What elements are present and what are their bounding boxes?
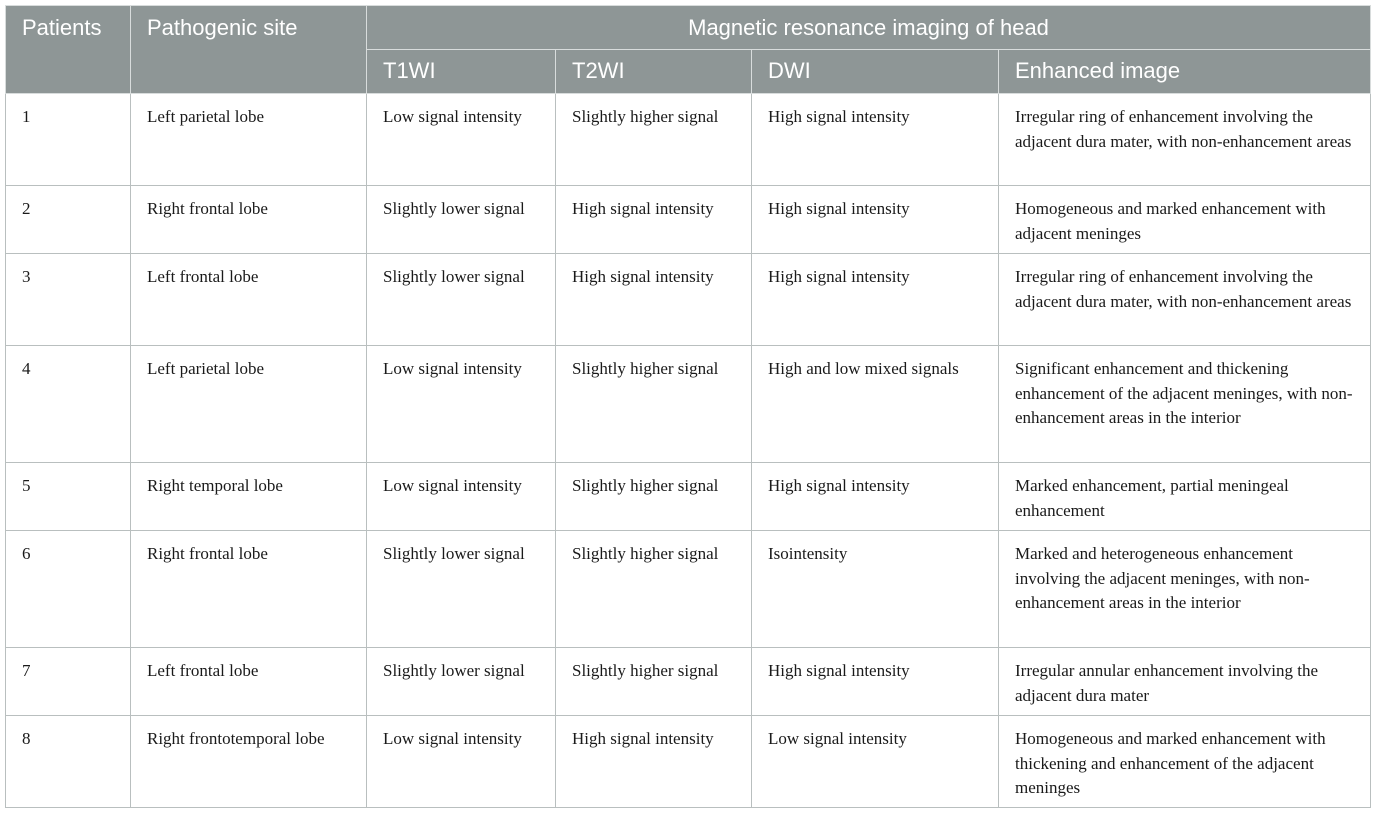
header-dwi: DWI xyxy=(752,50,999,94)
t1wi-cell: Slightly lower signal xyxy=(367,254,556,346)
dwi-cell: High signal intensity xyxy=(752,254,999,346)
patient-cell: 3 xyxy=(6,254,131,346)
enhanced-cell: Significant enhancement and thickening enhancement of the adjacent meninges, with non-enhancement areas in the interior xyxy=(999,346,1371,463)
header-t1wi: T1WI xyxy=(367,50,556,94)
t1wi-cell: Low signal intensity xyxy=(367,346,556,463)
patient-cell: 1 xyxy=(6,94,131,186)
table-row xyxy=(6,346,1371,463)
site-cell: Right frontotemporal lobe xyxy=(131,716,367,808)
patient-cell: 2 xyxy=(6,186,131,254)
header-mri-group: Magnetic resonance imaging of head xyxy=(367,6,1371,50)
t2wi-cell: Slightly higher signal xyxy=(556,648,752,716)
patient-cell: 4 xyxy=(6,346,131,463)
header-pathogenic-site: Pathogenic site xyxy=(131,6,367,94)
t2wi-cell: Slightly higher signal xyxy=(556,463,752,531)
t1wi-cell: Low signal intensity xyxy=(367,94,556,186)
table-row xyxy=(6,94,1371,186)
table-header xyxy=(6,6,1371,94)
site-cell: Right frontal lobe xyxy=(131,531,367,648)
enhanced-cell: Homogeneous and marked enhancement with thickening and enhancement of the adjacent meninges xyxy=(999,716,1371,808)
site-cell: Left frontal lobe xyxy=(131,648,367,716)
site-cell: Right frontal lobe xyxy=(131,186,367,254)
header-patients: Patients xyxy=(6,6,131,94)
enhanced-cell: Irregular ring of enhancement involving the adjacent dura mater, with non-enhancement areas xyxy=(999,94,1371,186)
dwi-cell: High signal intensity xyxy=(752,463,999,531)
t1wi-cell: Low signal intensity xyxy=(367,463,556,531)
table-row xyxy=(6,254,1371,346)
t1wi-cell: Slightly lower signal xyxy=(367,186,556,254)
table-row xyxy=(6,531,1371,648)
dwi-cell: High and low mixed signals xyxy=(752,346,999,463)
dwi-cell: Low signal intensity xyxy=(752,716,999,808)
t2wi-cell: High signal intensity xyxy=(556,254,752,346)
header-enhanced-image: Enhanced image xyxy=(999,50,1371,94)
patient-cell: 5 xyxy=(6,463,131,531)
patient-cell: 6 xyxy=(6,531,131,648)
enhanced-cell: Homogeneous and marked enhancement with adjacent meninges xyxy=(999,186,1371,254)
table-row xyxy=(6,716,1371,808)
t2wi-cell: High signal intensity xyxy=(556,186,752,254)
t1wi-cell: Low signal intensity xyxy=(367,716,556,808)
t1wi-cell: Slightly lower signal xyxy=(367,531,556,648)
enhanced-cell: Marked enhancement, partial meningeal enhancement xyxy=(999,463,1371,531)
table-row xyxy=(6,648,1371,716)
table-body xyxy=(6,94,1371,808)
site-cell: Left frontal lobe xyxy=(131,254,367,346)
dwi-cell: High signal intensity xyxy=(752,94,999,186)
enhanced-cell: Marked and heterogeneous enhancement involving the adjacent meninges, with non-enhancement areas in the interior xyxy=(999,531,1371,648)
t2wi-cell: High signal intensity xyxy=(556,716,752,808)
dwi-cell: High signal intensity xyxy=(752,648,999,716)
t2wi-cell: Slightly higher signal xyxy=(556,346,752,463)
t2wi-cell: Slightly higher signal xyxy=(556,531,752,648)
site-cell: Left parietal lobe xyxy=(131,346,367,463)
table-row xyxy=(6,186,1371,254)
header-t2wi: T2WI xyxy=(556,50,752,94)
site-cell: Right temporal lobe xyxy=(131,463,367,531)
header-row-top xyxy=(6,6,1371,50)
enhanced-cell: Irregular ring of enhancement involving the adjacent dura mater, with non-enhancement areas xyxy=(999,254,1371,346)
enhanced-cell: Irregular annular enhancement involving the adjacent dura mater xyxy=(999,648,1371,716)
dwi-cell: High signal intensity xyxy=(752,186,999,254)
site-cell: Left parietal lobe xyxy=(131,94,367,186)
t1wi-cell: Slightly lower signal xyxy=(367,648,556,716)
table-row xyxy=(6,463,1371,531)
patient-cell: 7 xyxy=(6,648,131,716)
mri-findings-table xyxy=(5,5,1371,808)
t2wi-cell: Slightly higher signal xyxy=(556,94,752,186)
patient-cell: 8 xyxy=(6,716,131,808)
dwi-cell: Isointensity xyxy=(752,531,999,648)
